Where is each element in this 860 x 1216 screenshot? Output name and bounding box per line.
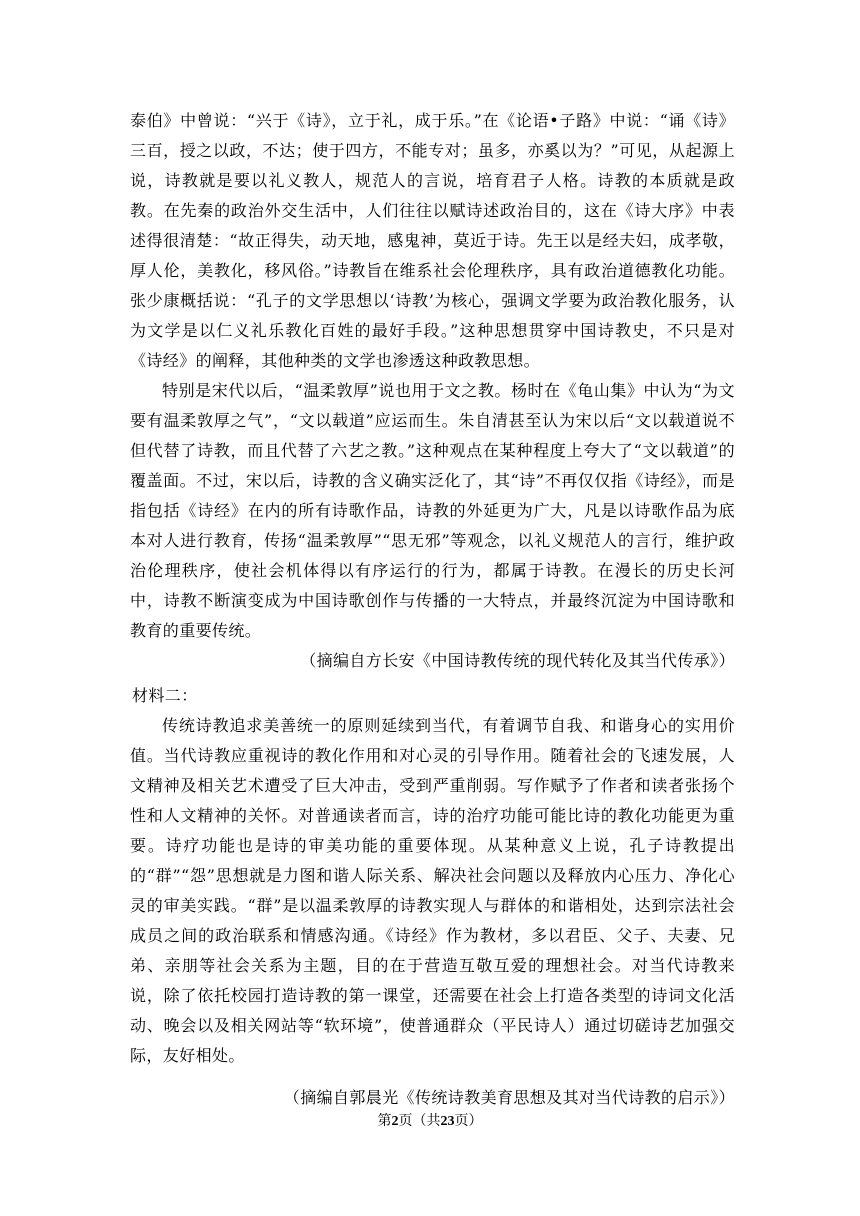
page-footer bbox=[0, 1112, 860, 1131]
footer-prefix: 第 bbox=[377, 1113, 392, 1129]
document-body bbox=[130, 106, 735, 1113]
source-citation-1: （摘编自方长安《中国诗教传统的现代转化及其当代传承》） bbox=[300, 651, 735, 670]
footer-middle: 页（共 bbox=[398, 1113, 441, 1129]
footer-suffix: 页） bbox=[454, 1113, 483, 1129]
material-two-label: 材料二： bbox=[132, 686, 198, 705]
paragraph-continued: 泰伯》中曾说：“兴于《诗》，立于礼，成于乐。”在《论语•子路》中说：“诵《诗》三百，授之以政，不达；使于四方，不能专对；虽多，亦奚以为？”可见，从起源上说，诗教就是要以礼义教人，规范人的言说，培育君子人格。诗教的本质就是政教。在先秦的政治外交生活中，人们往往以赋诗述政治目的，这在《诗大序》中表述得很清楚：“故正得失，动天地，感鬼神，莫近于诗。先王以是经夫妇，成孝敬，厚人伦，美教化，移风俗。”诗教旨在维系社会伦理秩序，具有政治道德教化功能。张少康概括说：“孔子的文学思想以‘诗教’为核心，强调文学要为政治教化服务，认为文学是以仁义礼乐教化百姓的最好手段。”这种思想贯穿中国诗教史，不只是对《诗经》的阐释，其他种类的文学也渗透这种政教思想。 bbox=[130, 111, 735, 370]
page-number: 2 bbox=[391, 1114, 399, 1129]
paragraph-song-dynasty: 特别是宋代以后，“温柔敦厚”说也用于文之教。杨时在《龟山集》中认为“为文要有温柔敦厚之气”，“文以载道”应运而生。朱自清甚至认为宋以后“文以载道说不但代替了诗教，而且代替了六艺之教。”这种观点在某种程度上夸大了“文以载道”的覆盖面。不过，宋以后，诗教的含义确实泛化了，其“诗”不再仅仅指《诗经》，而是指包括《诗经》在内的所有诗歌作品，诗教的外延更为广大，凡是以诗歌作品为底本对人进行教育，传扬“温柔敦厚”“思无邪”等观念，以礼义规范人的言行，维护政治伦理秩序，使社会机体得以有序运行的行为，都属于诗教。在漫长的历史长河中，诗教不断演变成为中国诗歌创作与传播的一大特点，并最终沉淀为中国诗歌和教育的重要传统。 bbox=[130, 381, 735, 640]
total-pages: 23 bbox=[440, 1114, 455, 1129]
source-citation-2: （摘编自郭晨光《传统诗教美育思想及其对当代诗教的启示》） bbox=[283, 1088, 735, 1107]
material-two-paragraph: 传统诗教追求美善统一的原则延续到当代，有着调节自我、和谐身心的实用价值。当代诗教应重视诗的教化作用和对心灵的引导作用。随着社会的飞速发展，人文精神及相关艺术遭受了巨大冲击，受到严重削弱。写作赋予了作者和读者张扬个性和人文精神的关怀。对普通读者而言，诗的治疗功能可能比诗的教化功能更为重要。诗疗功能也是诗的审美功能的重要体现。从某种意义上说，孔子诗教提出的“群”“怨”思想就是力图和谐人际关系、解决社会问题以及释放内心压力、净化心灵的审美实践。“群”是以温柔敦厚的诗教实现人与群体的和谐相处，达到宗法社会成员之间的政治联系和情感沟通。《诗经》作为教材，多以君臣、父子、夫妻、兄弟、亲朋等社会关系为主题，目的在于营造互敬互爱的理想社会。对当代诗教来说，除了依托校园打造诗教的第一课堂，还需要在社会上打造各类型的诗词文化活动、晚会以及相关网站等“软环境”，使普通群众（平民诗人）通过切磋诗艺加强交际，友好相处。 bbox=[130, 716, 735, 1065]
